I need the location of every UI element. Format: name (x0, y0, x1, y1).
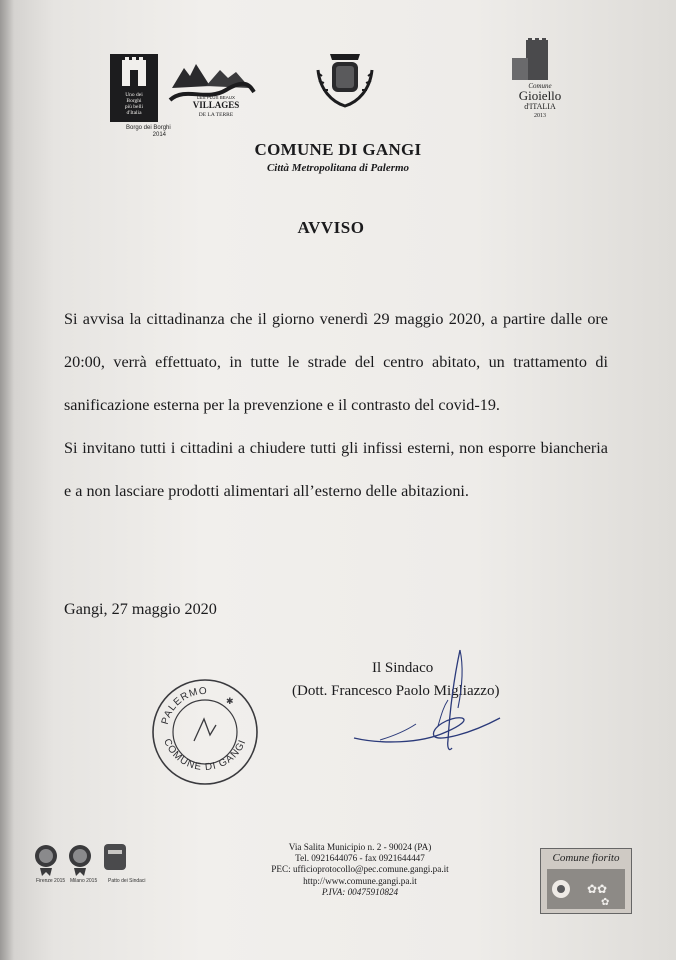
footer-vat-number: P.IVA: 00475910824 (321, 886, 399, 897)
comune-fiorito-badge (540, 848, 632, 914)
handwritten-signature (350, 648, 510, 758)
svg-text:Uno dei: Uno dei (125, 92, 143, 98)
svg-text:VILLAGES: VILLAGES (192, 100, 240, 110)
borgo-dei-borghi-label: Borgo dei Borghi (126, 125, 171, 131)
notice-paragraph-1: Si avvisa la cittadinanza che il giorno venerdì 29 maggio 2020, a partire dalle ore 20:00, verrà effettuato, in tutte le strade del centro abitato, un trattamento di sanificazione esterna per la prevenzione e il contrasto del covid-19. (64, 310, 608, 414)
footer-address: Via Salita Municipio n. 2 - 90024 (PA) (288, 842, 432, 852)
svg-text:✿: ✿ (601, 897, 610, 908)
municipality-title: COMUNE DI GANGI (254, 140, 422, 159)
svg-text:PALERMO: PALERMO (159, 685, 208, 726)
footer-pec: PEC: ufficioprotocollo@pec.comune.gangi.pa.it (271, 864, 449, 875)
badge-caption-2: Milano 2015 (70, 878, 98, 884)
badge-caption-1: Firenze 2015 (36, 878, 66, 884)
borghi-piu-belli-logo (110, 54, 158, 122)
municipality-subtitle: Città Metropolitana di Palermo (266, 162, 410, 174)
mayor-name: (Dott. Francesco Paolo Migliazzo) (292, 683, 500, 699)
footer-phone: Tel. 0921644076 - fax 0921644447 (295, 853, 425, 864)
footer-website: http://www.comune.gangi.pa.it (303, 875, 417, 886)
svg-text:DE LA TERRE: DE LA TERRE (198, 112, 234, 118)
notice-body (64, 298, 608, 513)
badge-caption-3: Patto dei Sindaci (108, 878, 146, 884)
gioiello-d-italia-logo (500, 38, 580, 124)
flower-icon (547, 869, 625, 909)
svg-text:2013: 2013 (534, 113, 546, 119)
notice-heading: AVVISO (297, 218, 365, 237)
svg-text:Gioiello: Gioiello (518, 88, 562, 103)
svg-text:più belli: più belli (124, 104, 144, 110)
svg-text:Borghi: Borghi (126, 98, 142, 104)
svg-text:LES PLUS BEAUX: LES PLUS BEAUX (196, 95, 236, 100)
svg-text:d'Italia: d'Italia (126, 110, 142, 116)
footer-contact-info (240, 842, 480, 898)
svg-text:d'ITALIA: d'ITALIA (524, 102, 556, 111)
borgo-dei-borghi-year: 2014 (152, 132, 167, 138)
official-stamp (150, 677, 260, 787)
svg-text:Comune: Comune (528, 82, 552, 90)
villages-de-la-terre-logo (166, 56, 256, 122)
comune-fiorito-label: Comune fiorito (552, 852, 620, 864)
borgo-dei-borghi-caption (126, 125, 171, 139)
svg-text:COMUNE DI GANGI: COMUNE DI GANGI (161, 737, 249, 774)
svg-text:✿✿: ✿✿ (587, 882, 608, 896)
mayor-title: Il Sindaco (372, 660, 434, 676)
svg-text:✱: ✱ (226, 696, 234, 706)
notice-paragraph-2: Si invitano tutti i cittadini a chiudere tutti gli infissi esterni, non esporre biancheria e a non lasciare prodotti alimentari all’esterno delle abitazioni. (64, 439, 608, 500)
notice-date: Gangi, 27 maggio 2020 (64, 600, 217, 618)
gangi-coat-of-arms (310, 50, 380, 112)
